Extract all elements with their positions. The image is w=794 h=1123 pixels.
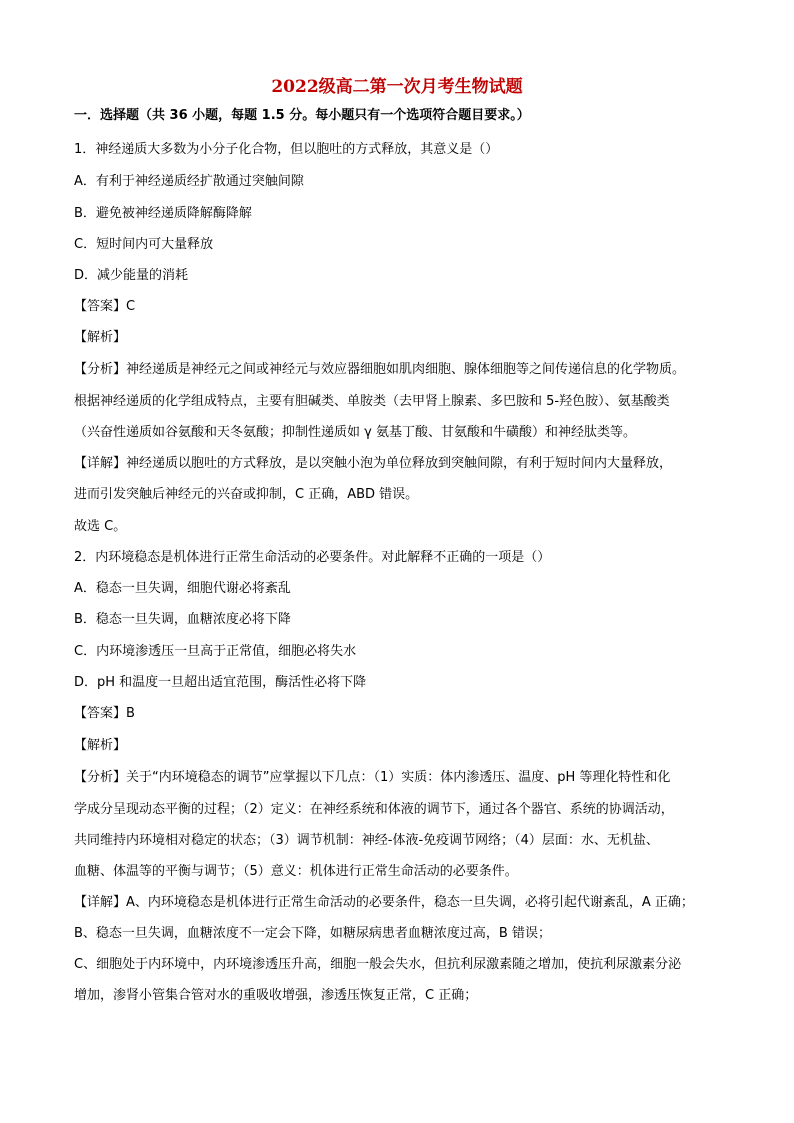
question-1-conclusion: 故选 C。 [74,519,127,534]
question-2-fenxi-line: 共同维持内环境相对稳定的状态；（3）调节机制：神经-体液-免疫调节网络；（4）层面：水、无机盐、 [74,833,659,848]
question-1-option-b: B．避免被神经递质降解酶降解 [74,206,252,221]
question-1-option-a: A．有利于神经递质经扩散通过突触间隙 [74,174,304,189]
question-2-fenxi-line: 学成分呈现动态平衡的过程；（2）定义：在神经系统和体液的调节下，通过各个器官、系统的协调活动， [74,802,674,817]
question-1-option-c: C．短时间内可大量释放 [74,237,214,252]
question-2-xiangjie-line: C、细胞处于内环境中，内环境渗透压升高，细胞一般会失水，但抗利尿激素随之增加，使抗利尿激素分泌 [74,957,682,972]
question-1-analysis-label: 【解析】 [74,330,127,345]
question-1-fenxi-line: 【分析】神经递质是神经元之间或神经元与效应器细胞如肌肉细胞、腺体细胞等之间传递信息的化学物质。 [74,362,686,377]
question-2-answer: 【答案】B [74,706,135,721]
question-2-fenxi-line: 血糖、体温等的平衡与调节；（5）意义：机体进行正常生命活动的必要条件。 [74,864,518,879]
question-2-option-b: B．稳态一旦失调，血糖浓度必将下降 [74,612,291,627]
question-1-option-d: D．减少能量的消耗 [74,268,189,283]
question-2-analysis-label: 【解析】 [74,738,127,753]
question-1-xiangjie-line: 进而引发突触后神经元的兴奋或抑制，C 正确，ABD 错误。 [74,487,419,502]
question-1-stem: 1．神经递质大多数为小分子化合物，但以胞吐的方式释放，其意义是（） [74,142,499,157]
question-2-stem: 2．内环境稳态是机体进行正常生命活动的必要条件。对此解释不正确的一项是（） [74,550,551,565]
question-2-xiangjie-line: 【详解】A、内环境稳态是机体进行正常生命活动的必要条件，稳态一旦失调，必将引起代谢紊乱，A 正确； [74,895,694,910]
question-2-option-d: D．pH 和温度一旦超出适宜范围，酶活性必将下降 [74,675,367,690]
question-2-option-c: C．内环境渗透压一旦高于正常值，细胞必将失水 [74,644,357,659]
question-2-xiangjie-line: 增加，渗肾小管集合管对水的重吸收增强，渗透压恢复正常，C 正确； [74,988,478,1003]
section-header: 一．选择题（共 36 小题，每题 1.5 分。每小题只有一个选项符合题目要求。） [74,108,530,123]
question-1-answer: 【答案】C [74,299,136,314]
question-1-fenxi-line: （兴奋性递质如谷氨酸和天冬氨酸；抑制性递质如 γ 氨基丁酸、甘氨酸和牛磺酸）和神经肽类等。 [74,425,636,440]
question-2-xiangjie-line: B、稳态一旦失调，血糖浓度不一定会下降，如糖尿病患者血糖浓度过高，B 错误； [74,926,551,941]
page-title: 2022级高二第一次月考生物试题 [271,77,523,97]
question-1-fenxi-line: 根据神经递质的化学组成特点，主要有胆碱类、单胺类（去甲肾上腺素、多巴胺和 5-羟色胺）、氨基酸类 [74,394,670,409]
question-2-fenxi-line: 【分析】关于“内环境稳态的调节”应掌握以下几点：（1）实质：体内渗透压、温度、pH 等理化特性和化 [74,770,671,785]
question-1-xiangjie-line: 【详解】神经递质以胞吐的方式释放，是以突触小泡为单位释放到突触间隙，有利于短时间内大量释放， [74,456,673,471]
question-2-option-a: A．稳态一旦失调，细胞代谢必将紊乱 [74,581,291,596]
